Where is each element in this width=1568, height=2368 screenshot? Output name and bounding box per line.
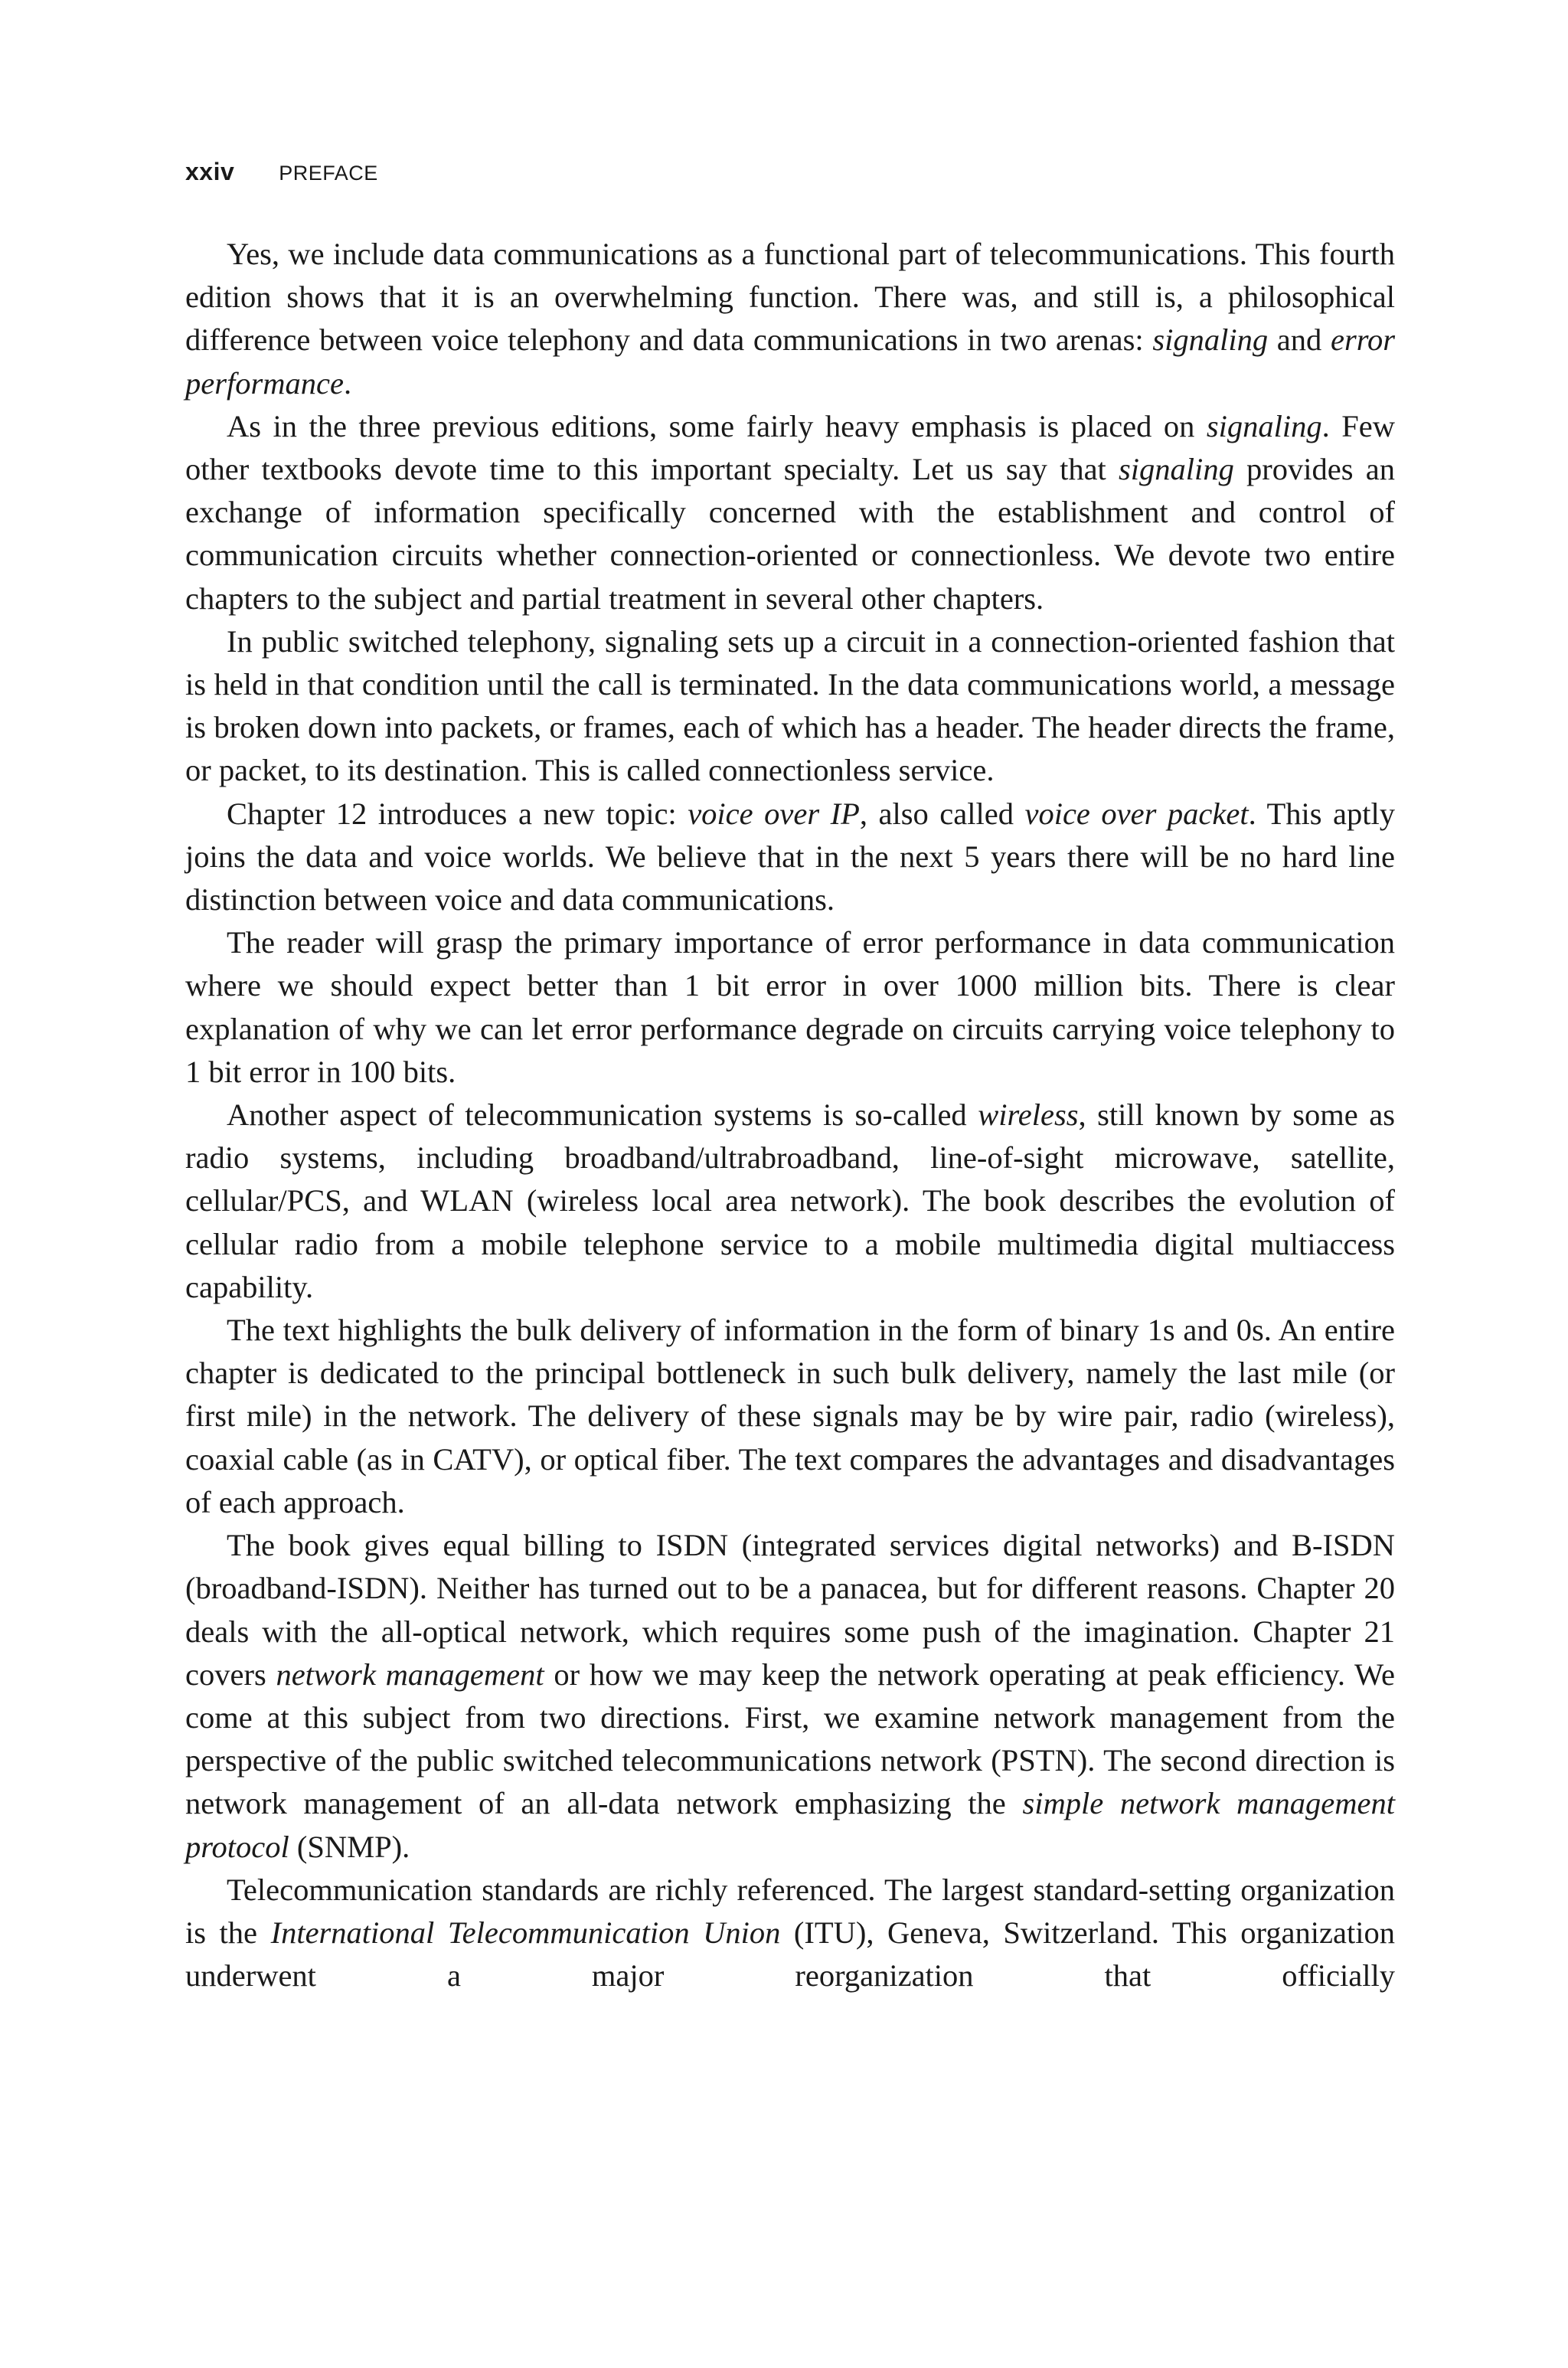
- paragraph: [185, 620, 1395, 793]
- paragraph: [185, 1524, 1395, 1869]
- italic-term: network management: [276, 1657, 544, 1692]
- italic-term: signaling: [1206, 408, 1322, 443]
- paragraph: [185, 1309, 1395, 1524]
- text-run: , also called: [859, 796, 1025, 831]
- italic-term: International Telecommunication Union: [270, 1915, 781, 1950]
- text-run: .: [343, 365, 352, 401]
- paragraph: [185, 405, 1395, 620]
- paragraph: [185, 793, 1395, 922]
- text-run: Another aspect of telecommunication systems is so-called: [227, 1097, 978, 1133]
- text-run: The reader will grasp the primary importance of error performance in data communication where we should expect better than 1 bit error in over 1000 million bits. There is clear explanation of why we can let error performance degrade on circuits carrying voice telephony to 1 bit error in 100 bits.: [185, 925, 1395, 1089]
- paragraph: [185, 233, 1395, 405]
- section-title: PREFACE: [279, 162, 378, 185]
- text-run: or how we may keep the network operating at peak efficiency. We come at this subject from two directions. First, we examine network management from the perspective of the public switched telecommunications network (PSTN). The second direction is network management of an all-data network emphasizing the: [185, 1657, 1395, 1821]
- text-run: As in the three previous editions, some fairly heavy emphasis is placed on: [227, 408, 1207, 443]
- text-run: (ITU), Geneva, Switzerland. This organization underwent a major reorganization that officially: [185, 1915, 1395, 1994]
- italic-term: signaling: [1152, 322, 1269, 358]
- text-run: Chapter 12 introduces a new topic:: [227, 796, 688, 831]
- italic-term: signaling: [1119, 452, 1234, 487]
- text-run: , still known by some as radio systems, including broadband/ultrabroadband, line-of-sight microwave, satellite, cellular/PCS, and WLAN (wireless local area network). The book describes the evolution of cellular radio from a mobile telephone service to a mobile multimedia digital multiaccess capability.: [185, 1097, 1395, 1304]
- body-text: [185, 233, 1395, 1997]
- running-head: [185, 158, 1395, 188]
- italic-term: simple network management protocol: [185, 1786, 1395, 1864]
- text-run: and: [1268, 322, 1331, 358]
- text-run: Telecommunication standards are richly referenced. The largest standard-setting organization is the: [185, 1872, 1395, 1950]
- text-run: The text highlights the bulk delivery of information in the form of binary 1s and 0s. An entire chapter is dedicated to the principal bottleneck in such bulk delivery, namely the last mile (or first mile) in the network. The delivery of these signals may be by wire pair, radio (wireless), coaxial cable (as in CATV), or optical fiber. The text compares the advantages and disadvantages of each approach.: [185, 1313, 1395, 1519]
- text-run: Yes, we include data communications as a functional part of telecommunications. This fourth edition shows that it is an overwhelming function. There was, and still is, a philosophical difference between voice telephony and data communications in two arenas:: [185, 237, 1395, 358]
- paragraph: [185, 921, 1395, 1094]
- page-number: xxiv: [185, 158, 235, 185]
- italic-term: wireless: [978, 1097, 1079, 1133]
- text-run: provides an exchange of information specifically concerned with the establishment and control of communication circuits whether connection-oriented or connectionless. We devote two entire chapters to the subject and partial treatment in several other chapters.: [185, 452, 1395, 616]
- text-run: (SNMP).: [289, 1829, 410, 1864]
- text-run: The book gives equal billing to ISDN (integrated services digital networks) and B-ISDN (broadband-ISDN). Neither has turned out to be a panacea, but for different reasons. Chapter 20 deals with the all-optical network, which requires some push of the imagination. Chapter 21 covers: [185, 1528, 1395, 1692]
- italic-term: voice over packet: [1024, 796, 1249, 831]
- text-run: . This aptly joins the data and voice worlds. We believe that in the next 5 years there will be no hard line distinction between voice and data communications.: [185, 796, 1395, 917]
- italic-term: voice over IP: [688, 796, 860, 831]
- paragraph: [185, 1094, 1395, 1309]
- text-run: . Few other textbooks devote time to this important specialty. Let us say that: [185, 408, 1395, 487]
- paragraph: [185, 1869, 1395, 1998]
- italic-term: error performance: [185, 322, 1395, 401]
- text-run: In public switched telephony, signaling sets up a circuit in a connection-oriented fashion that is held in that condition until the call is terminated. In the data communications world, a message is broken down into packets, or frames, each of which has a header. The header directs the frame, or packet, to its destination. This is called connectionless service.: [185, 623, 1395, 788]
